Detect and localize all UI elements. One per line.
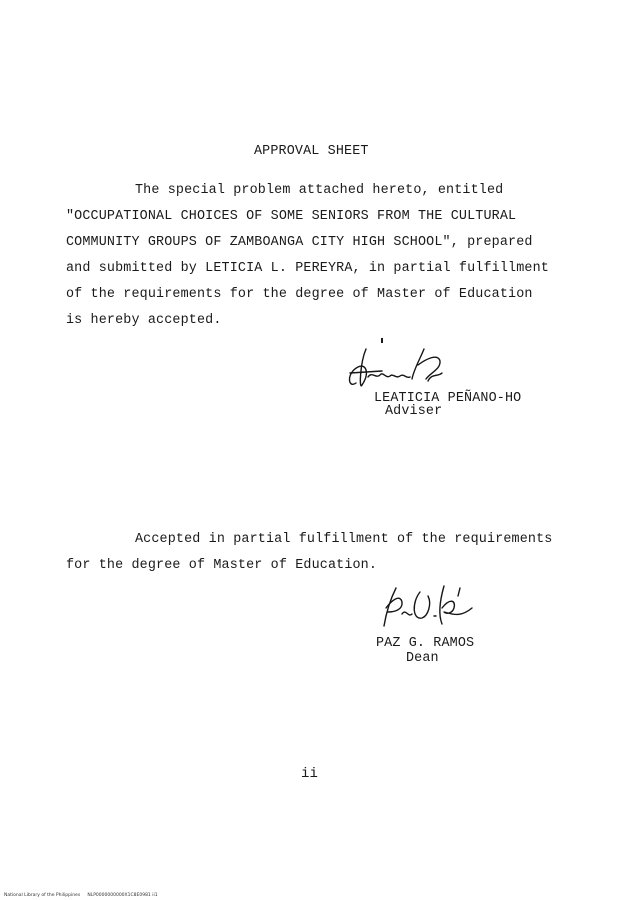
acceptance-line-1: Accepted in partial fulfillment of the requirements <box>135 532 553 547</box>
dean-signature <box>376 578 482 634</box>
dean-title: Dean <box>406 651 439 666</box>
page-title: APPROVAL SHEET <box>254 144 369 159</box>
acceptance-line-2: for the degree of Master of Education. <box>66 558 378 573</box>
footer-watermark: National Library of the Philippines NLP0000000000X1C8E0981 ii1 <box>4 893 158 898</box>
body-line-2: "OCCUPATIONAL CHOICES OF SOME SENIORS FROM THE CULTURAL <box>66 209 517 224</box>
body-line-5: of the requirements for the degree of Master of Education <box>66 287 533 302</box>
page-number: ii <box>301 766 319 782</box>
dean-name: PAZ G. RAMOS <box>376 636 475 651</box>
body-line-6: is hereby accepted. <box>66 313 222 328</box>
body-line-1: The special problem attached hereto, entitled <box>135 183 504 198</box>
adviser-name: LEATICIA PEÑANO-HO <box>374 391 522 406</box>
body-line-4: and submitted by LETICIA L. PEREYRA, in partial fulfillment <box>66 261 549 276</box>
adviser-title: Adviser <box>385 404 443 419</box>
body-line-3: COMMUNITY GROUPS OF ZAMBOANGA CITY HIGH SCHOOL", prepared <box>66 235 533 250</box>
